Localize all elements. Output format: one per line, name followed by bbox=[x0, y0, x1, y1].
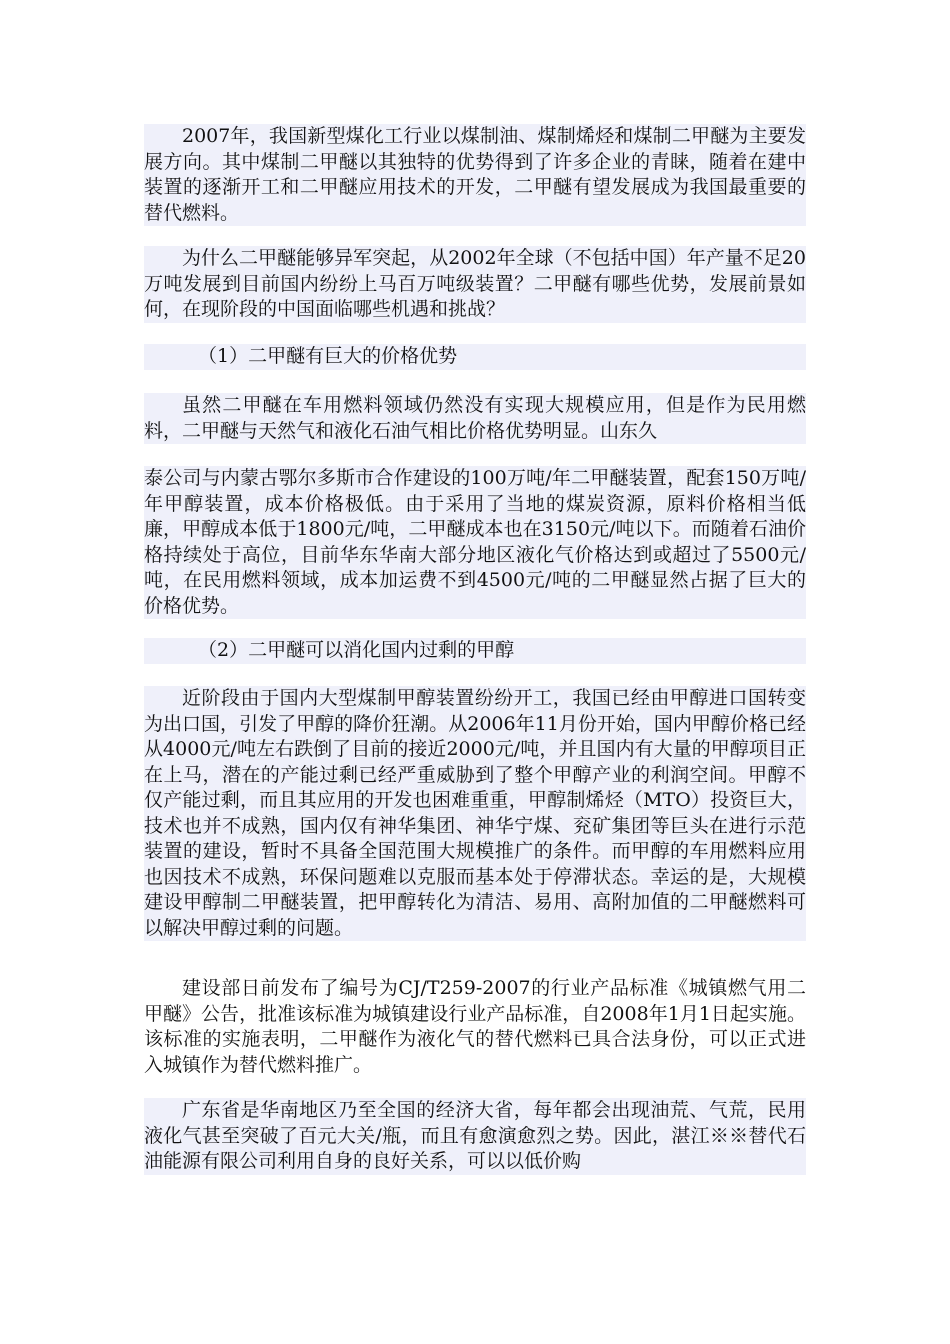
paragraph-guangdong: 广东省是华南地区乃至全国的经济大省，每年都会出现油荒、气荒，民用液化气甚至突破了百元大关/瓶，而且有愈演愈烈之势。因此，湛江※※替代石油能源有限公司利用自身的良好关系，可以以低价购 bbox=[144, 1098, 806, 1175]
paragraph-price-advantage-2: 泰公司与内蒙古鄂尔多斯市合作建设的100万吨/年二甲醚装置，配套150万吨/年甲醇装置，成本价格极低。由于采用了当地的煤炭资源，原料价格相当低廉，甲醇成本低于1800元/吨，二甲醚成本也在3150元/吨以下。而随着石油价格持续处于高位，目前华东华南大部分地区液化气价格达到或超过了5500元/吨，在民用燃料领域，成本加运费不到4500元/吨的二甲醚显然占据了巨大的价格优势。 bbox=[144, 466, 806, 619]
paragraph-methanol-surplus: 近阶段由于国内大型煤制甲醇装置纷纷开工，我国已经由甲醇进口国转变为出口国，引发了甲醇的降价狂潮。从2006年11月份开始，国内甲醇价格已经从4000元/吨左右跌倒了目前的接近2000元/吨，并且国内有大量的甲醇项目正在上马，潜在的产能过剩已经严重威胁到了整个甲醇产业的利润空间。甲醇不仅产能过剩，而且其应用的开发也困难重重，甲醇制烯烃（MTO）投资巨大，技术也并不成熟，国内仅有神华集团、神华宁煤、兖矿集团等巨头在进行示范装置的建设，暂时不具备全国范围大规模推广的条件。而甲醇的车用燃料应用也因技术不成熟，环保问题难以克服而基本处于停滞状态。幸运的是，大规模建设甲醇制二甲醚装置，把甲醇转化为清洁、易用、高附加值的二甲醚燃料可以解决甲醇过剩的问题。 bbox=[144, 686, 806, 941]
section-heading-methanol-surplus: （2）二甲醚可以消化国内过剩的甲醇 bbox=[144, 638, 806, 664]
paragraph-industry-standard: 建设部日前发布了编号为CJ/T259-2007的行业产品标准《城镇燃气用二甲醚》公告，批准该标准为城镇建设行业产品标准，自2008年1月1日起实施。该标准的实施表明，二甲醚作为液化气的替代燃料已具合法身份，可以正式进入城镇作为替代燃料推广。 bbox=[144, 977, 806, 1076]
paragraph-question: 为什么二甲醚能够异军突起，从2002年全球（不包括中国）年产量不足20万吨发展到目前国内纷纷上马百万吨级装置？二甲醚有哪些优势，发展前景如何，在现阶段的中国面临哪些机遇和挑战？ bbox=[144, 246, 806, 323]
paragraph-price-advantage-1: 虽然二甲醚在车用燃料领域仍然没有实现大规模应用，但是作为民用燃料，二甲醚与天然气和液化石油气相比价格优势明显。山东久 bbox=[144, 393, 806, 444]
section-heading-price-advantage: （1）二甲醚有巨大的价格优势 bbox=[144, 344, 806, 370]
paragraph-intro: 2007年，我国新型煤化工行业以煤制油、煤制烯烃和煤制二甲醚为主要发展方向。其中煤制二甲醚以其独特的优势得到了许多企业的青睐，随着在建中装置的逐渐开工和二甲醚应用技术的开发，二甲醚有望发展成为我国最重要的替代燃料。 bbox=[144, 124, 806, 226]
